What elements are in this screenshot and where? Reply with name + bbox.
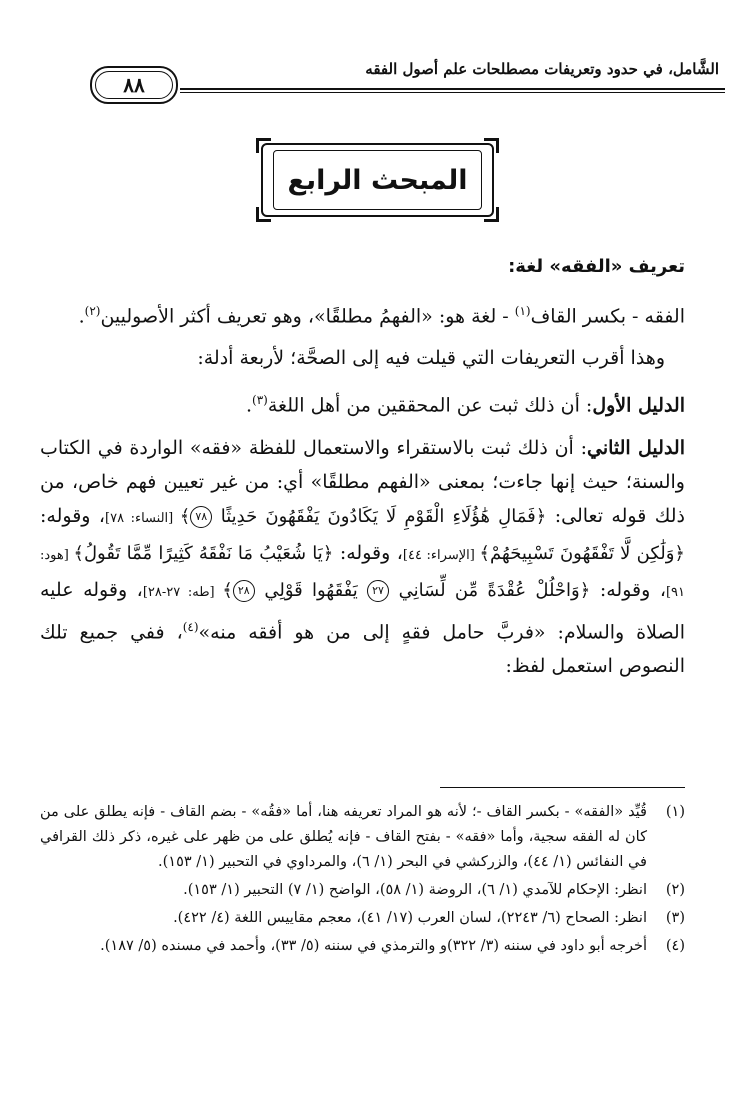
quran-verse-close: ﴾ xyxy=(222,579,233,601)
header-rule-thin xyxy=(180,92,725,93)
footnote-number: (٤) xyxy=(665,938,685,954)
page-number: ٨٨ xyxy=(123,73,145,97)
frame-corner-ornament xyxy=(484,138,499,153)
section-title: المبحث الرابع xyxy=(287,164,468,196)
frame-corner-ornament xyxy=(256,138,271,153)
frame-corner-ornament xyxy=(256,207,271,222)
footnote-text: انظر: الإحكام للآمدي (١/ ٦)، الروضة (١/ ٥٨)، الواضح (١/ ٧) التحبير (١/ ١٥٣). xyxy=(183,882,647,898)
verse-number-badge: ٢٧ xyxy=(367,580,389,602)
footnote-number: (٢) xyxy=(665,882,685,898)
paragraph-intro: وهذا أقرب التعريفات التي قيلت فيه إلى الصحَّة؛ لأربعة أدلة: xyxy=(197,347,665,370)
page-header xyxy=(30,48,725,98)
quran-verse: ﴿وَاحْلُلْ عُقْدَةً مِّن لِّسَانِي xyxy=(398,579,591,601)
text-run: ، وقوله: xyxy=(333,541,403,564)
footnote xyxy=(40,800,685,875)
quran-verse-close: ﴾ xyxy=(179,505,191,527)
footnotes xyxy=(40,800,685,962)
footnote-ref[interactable]: (٣) xyxy=(252,393,268,408)
subheading: تعريف «الفقه» لغة: xyxy=(508,256,685,277)
quran-verse: يَفْقَهُوا قَوْلِي xyxy=(264,579,368,601)
paragraph-definition xyxy=(40,294,685,333)
footnote-text: أخرجه أبو داود في سننه (٣/ ٣٢٢)و والترمذي في سننه (٥/ ٣٣)، وأحمد في مسنده (٥/ ١٨٧). xyxy=(100,938,647,954)
text-run: : أن ذلك ثبت بالاستقراء والاستعمال للفظة «فقه» الواردة في الكتاب والسنة؛ حيث إنها جاءت؛ بمعنى «الفهم مطلقًا» أي: من غير تعيين فهم خاص، من ذلك قوله تعالى: xyxy=(40,436,686,527)
footnote-ref[interactable]: (٤) xyxy=(182,619,199,634)
running-title: الشَّامل، في حدود وتعريفات مصطلحات علم أصول الفقه xyxy=(365,60,719,78)
paragraph-evidence-1 xyxy=(40,383,685,422)
footnote xyxy=(40,934,685,959)
verse-reference: [الإسراء: ٤٤] xyxy=(402,547,480,563)
footnote-number: (٣) xyxy=(665,910,685,926)
text-run: الفقه - بكسر القاف xyxy=(530,305,685,328)
quran-verse: ﴿وَلَٰكِن لَّا تَفْقَهُونَ تَسْبِيحَهُمْ﴾ xyxy=(479,542,685,564)
text-run: : أن ذلك ثبت عن المحققين من أهل اللغة xyxy=(267,394,593,417)
main-text xyxy=(40,252,685,691)
text-run: . xyxy=(78,305,85,328)
footnote-ref[interactable]: (١) xyxy=(514,304,531,318)
text-run: ، ففي جميع تلك النصوص استعمل لفظ: xyxy=(40,620,685,677)
footnote-text: قُيِّد «الفقه» - بكسر القاف -؛ لأنه هو المراد تعريفه هنا، أما «فقُه» - بضم القاف - فإنه يطلق على من كان له الفقه سجية، وأما «فقه» - بفتح القاف - فإنه يُطلق على من ظهر على غيره، ذكر ذلك القرافي في النفائس (١/ ٤٤)، والزركشي في البحر (١/ ٦)، والمرداوي في التحبير (١/ ١٥٣). xyxy=(40,804,647,870)
verse-reference: [النساء: ٧٨] xyxy=(105,510,180,526)
text-run: . xyxy=(245,394,253,417)
verse-reference: [هود: ٩١] xyxy=(40,547,686,600)
footnote xyxy=(40,906,685,931)
evidence-label: الدليل الأول xyxy=(592,394,685,417)
footnote-ref[interactable]: (٢) xyxy=(84,304,101,318)
footnote-number: (١) xyxy=(665,804,685,820)
text-run: ، وقوله: xyxy=(40,504,106,527)
quran-verse: ﴿فَمَالِ هَٰؤُلَاءِ الْقَوْمِ لَا يَكَادُونَ يَفْقَهُونَ حَدِيثًا xyxy=(220,505,547,527)
footnote xyxy=(40,878,685,903)
quran-verse: ﴿يَا شُعَيْبُ مَا نَفْقَهُ كَثِيرًا مِّمَّا تَقُولُ﴾ xyxy=(73,542,334,564)
verse-reference: [طه: ٢٧-٢٨] xyxy=(142,584,223,600)
frame-corner-ornament xyxy=(484,207,499,222)
section-title-frame xyxy=(261,143,494,217)
paragraph-evidence-2 xyxy=(40,431,685,683)
footnote-text: انظر: الصحاح (٦/ ٢٢٤٣)، لسان العرب (١٧/ ٤١)، معجم مقاييس اللغة (٤/ ٤٢٢). xyxy=(173,910,647,926)
footnote-separator xyxy=(440,787,685,788)
page-number-badge xyxy=(90,66,178,104)
text-run: - لغة هو: «الفهمُ مطلقًا»، وهو تعريف أكثر الأصوليين xyxy=(100,305,515,328)
evidence-label: الدليل الثاني xyxy=(586,436,685,459)
text-run: ، وقوله: xyxy=(590,578,666,601)
text-run: ، وقوله عليه الصلاة والسلام: «فربَّ حامل فقهٍ إلى من هو أفقه منه» xyxy=(40,578,685,643)
verse-number-badge: ٧٨ xyxy=(190,506,212,528)
header-rule xyxy=(180,88,725,90)
verse-number-badge: ٢٨ xyxy=(233,580,255,602)
